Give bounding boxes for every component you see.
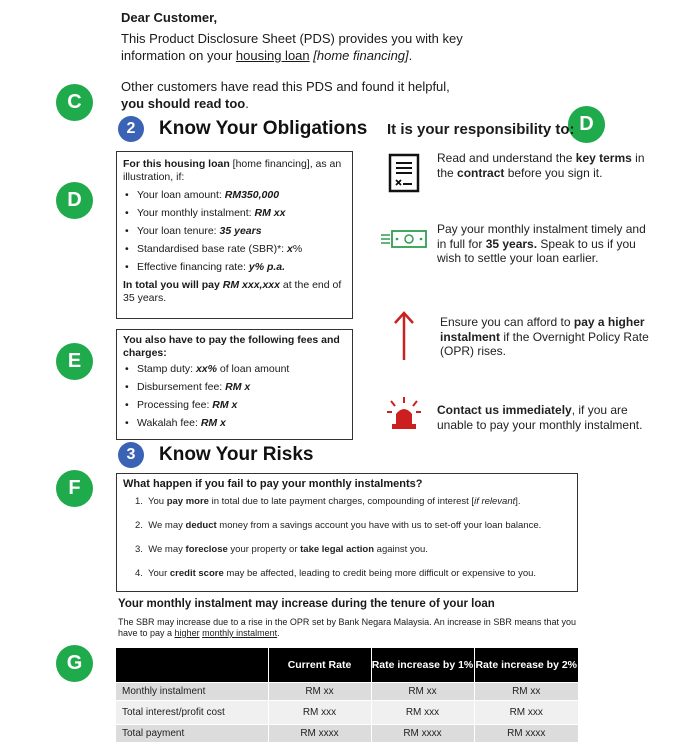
table-row (116, 724, 578, 742)
fees-box (116, 329, 353, 440)
responsibility-item-3: Ensure you can afford to pay a higher instalment if the Overnight Policy Rate (OPR) rises. (440, 315, 649, 358)
risks-question: What happen if you fail to pay your monthly instalments? (123, 478, 423, 490)
table-header: Rate increase by 2% (474, 648, 578, 682)
table-header: Current Rate (268, 648, 371, 682)
loan-intro: For this housing loan [home financing], as an illustration, if: (123, 158, 342, 183)
table-row (116, 682, 578, 700)
badge-f: F (56, 470, 93, 507)
badge-g: G (56, 645, 93, 682)
badge-c: C (56, 84, 93, 121)
responsibility-title: It is your responsibility to: (387, 121, 575, 138)
cash-money-icon (380, 228, 428, 250)
table-cell: RM xx (371, 682, 474, 700)
loan-illustration-box (116, 151, 353, 319)
responsibility-item-2: Pay your monthly instalment timely and in full for 35 years. Speak to us if you wish to settle your loan earlier. (437, 222, 646, 265)
table-cell: RM xxxx (474, 724, 578, 742)
risks-box (116, 473, 578, 592)
fees-heading: You also have to pay the following fees and charges: (123, 334, 340, 359)
intro-text: This Product Disclosure Sheet (PDS) provides you with key information on your housing loan [home financing]. (121, 31, 463, 63)
contract-document-icon (388, 153, 420, 193)
instalment-text: The SBR may increase due to a rise in the OPR set by Bank Negara Malaysia. An increase in SBR means that you have to pay a higher monthly instalment. (118, 617, 576, 638)
risk-item: 4. Your credit score may be affected, leading to credit being more difficult or expensive to you. (135, 568, 537, 579)
loan-item: • Effective financing rate: y% p.a. (123, 261, 346, 274)
loan-item: • Your monthly instalment: RM xx (123, 207, 346, 220)
section-number-2: 2 (118, 116, 144, 142)
risk-item: 2. We may deduct money from a savings account you have with us to set-off your loan balance. (135, 520, 542, 531)
greeting: Dear Customer, (121, 10, 218, 25)
loan-item: • Your loan amount: RM350,000 (123, 189, 346, 202)
obligations-title: Know Your Obligations (159, 118, 368, 139)
arrow-up-icon (393, 310, 415, 362)
loan-item: • Your loan tenure: 35 years (123, 225, 346, 238)
rate-increase-table (116, 648, 578, 742)
responsibility-item-4: Contact us immediately, if you are unable to pay your monthly instalment. (437, 403, 643, 432)
housing-loan-text: housing loan (235, 48, 310, 63)
table-cell: RM xx (474, 682, 578, 700)
table-cell: Monthly instalment (116, 682, 268, 700)
table-cell: RM xxx (371, 700, 474, 724)
table-header: Rate increase by 1% (371, 648, 474, 682)
table-cell: RM xxxx (371, 724, 474, 742)
table-cell: Total interest/profit cost (116, 700, 268, 724)
fee-item: • Processing fee: RM x (123, 399, 346, 412)
badge-e: E (56, 343, 93, 380)
risk-item: 1. You pay more in total due to late payment charges, compounding of interest [if relevant]. (135, 496, 521, 507)
instalment-heading: Your monthly instalment may increase during the tenure of your loan (118, 598, 495, 610)
risk-item: 3. We may foreclose your property or take legal action against you. (135, 544, 428, 555)
table-cell: RM xxx (474, 700, 578, 724)
others-text: Other customers have read this PDS and found it helpful, you should read too. (121, 79, 450, 111)
badge-d-obligations: D (56, 182, 93, 219)
table-cell: RM xxx (268, 700, 371, 724)
responsibility-item-1: Read and understand the key terms in the contract before you sign it. (437, 151, 645, 180)
risks-title: Know Your Risks (159, 444, 314, 465)
alarm-siren-icon (386, 396, 422, 432)
section-number-3: 3 (118, 442, 144, 468)
badge-d-responsibility: D (568, 106, 605, 143)
table-cell: RM xxxx (268, 724, 371, 742)
loan-item: • Standardised base rate (SBR)*: x% (123, 243, 346, 256)
table-cell: RM xx (268, 682, 371, 700)
table-header (116, 648, 268, 682)
table-cell: Total payment (116, 724, 268, 742)
loan-total: In total you will pay RM xxx,xxx at the end of 35 years. (123, 279, 342, 304)
fee-item: • Disbursement fee: RM x (123, 381, 346, 394)
table-row (116, 700, 578, 724)
fee-item: • Stamp duty: xx% of loan amount (123, 363, 346, 376)
table-header-row (116, 648, 578, 682)
fee-item: • Wakalah fee: RM x (123, 417, 346, 430)
